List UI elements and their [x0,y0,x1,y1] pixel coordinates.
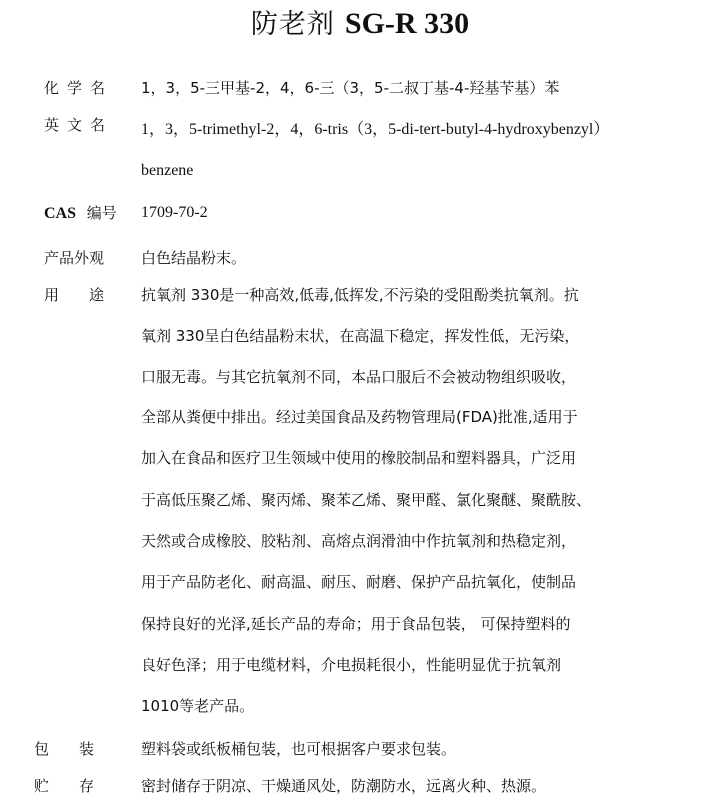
usage-line: 良好色泽；用于电缆材料，介电损耗很小，性能明显优于抗氧剂 [141,656,562,674]
usage-line: 于高低压聚乙烯、聚丙烯、聚苯乙烯、聚甲醛、氯化聚醚、聚酰胺、 [141,491,592,509]
packaging-label: 包装 [34,740,125,758]
usage-line: 加入在食品和医疗卫生领域中使用的橡胶制品和塑料器具，广泛用 [141,449,577,467]
packaging-value: 塑料袋或纸板桶包装，也可根据客户要求包装。 [141,740,457,758]
usage-line: 抗氧剂 330是一种高效,低毒,低挥发,不污染的受阻酚类抗氧剂。抗 [141,286,579,304]
cas-label-cn: 编号 [86,204,117,222]
en-name-value-line2: benzene [141,162,194,179]
chem-name-value: 1，3，5-三甲基-2，4，6-三（3，5-二叔丁基-4-羟基苄基）苯 [141,79,560,97]
usage-line: 1010等老产品。 [141,697,255,715]
usage-line: 全部从粪便中排出。经过美国食品及药物管理局(FDA)批准,适用于 [141,408,578,426]
storage-label: 贮存 [34,777,125,795]
en-name-value-line1: 1，3，5-trimethyl-2，4，6-tris（3，5-di-tert-butyl-4-hydroxybenzyl） [141,121,610,138]
title-model: SG-R 330 [344,7,470,40]
appearance-value: 白色结晶粉末。 [141,249,247,267]
appearance-label: 产品外观 [44,249,105,267]
cas-value: 1709-70-2 [141,204,208,221]
usage-line: 口服无毒。与其它抗氧剂不同，本品口服后不会被动物组织吸收， [141,368,577,386]
chem-name-label: 化学名 [44,79,114,97]
usage-line: 天然或合成橡胶、胶粘剂、高熔点润滑油中作抗氧剂和热稳定剂， [141,532,577,550]
cas-label-en: CAS [44,205,77,222]
usage-line: 用于产品防老化、耐高温、耐压、耐磨、保护产品抗氧化，使制品 [141,573,577,591]
usage-line: 氧剂 330呈白色结晶粉末状，在高温下稳定，挥发性低，无污染， [141,327,580,345]
en-name-label: 英文名 [44,116,114,134]
usage-label: 用途 [44,286,135,304]
title-chinese: 防老剂 [250,9,335,40]
document-title [0,6,720,43]
storage-value: 密封储存于阴凉、干燥通风处，防潮防水，远离火种、热源。 [141,777,547,795]
cas-label [44,201,117,226]
usage-line: 保持良好的光泽,延长产品的寿命；用于食品包装， 可保持塑料的 [141,615,571,633]
